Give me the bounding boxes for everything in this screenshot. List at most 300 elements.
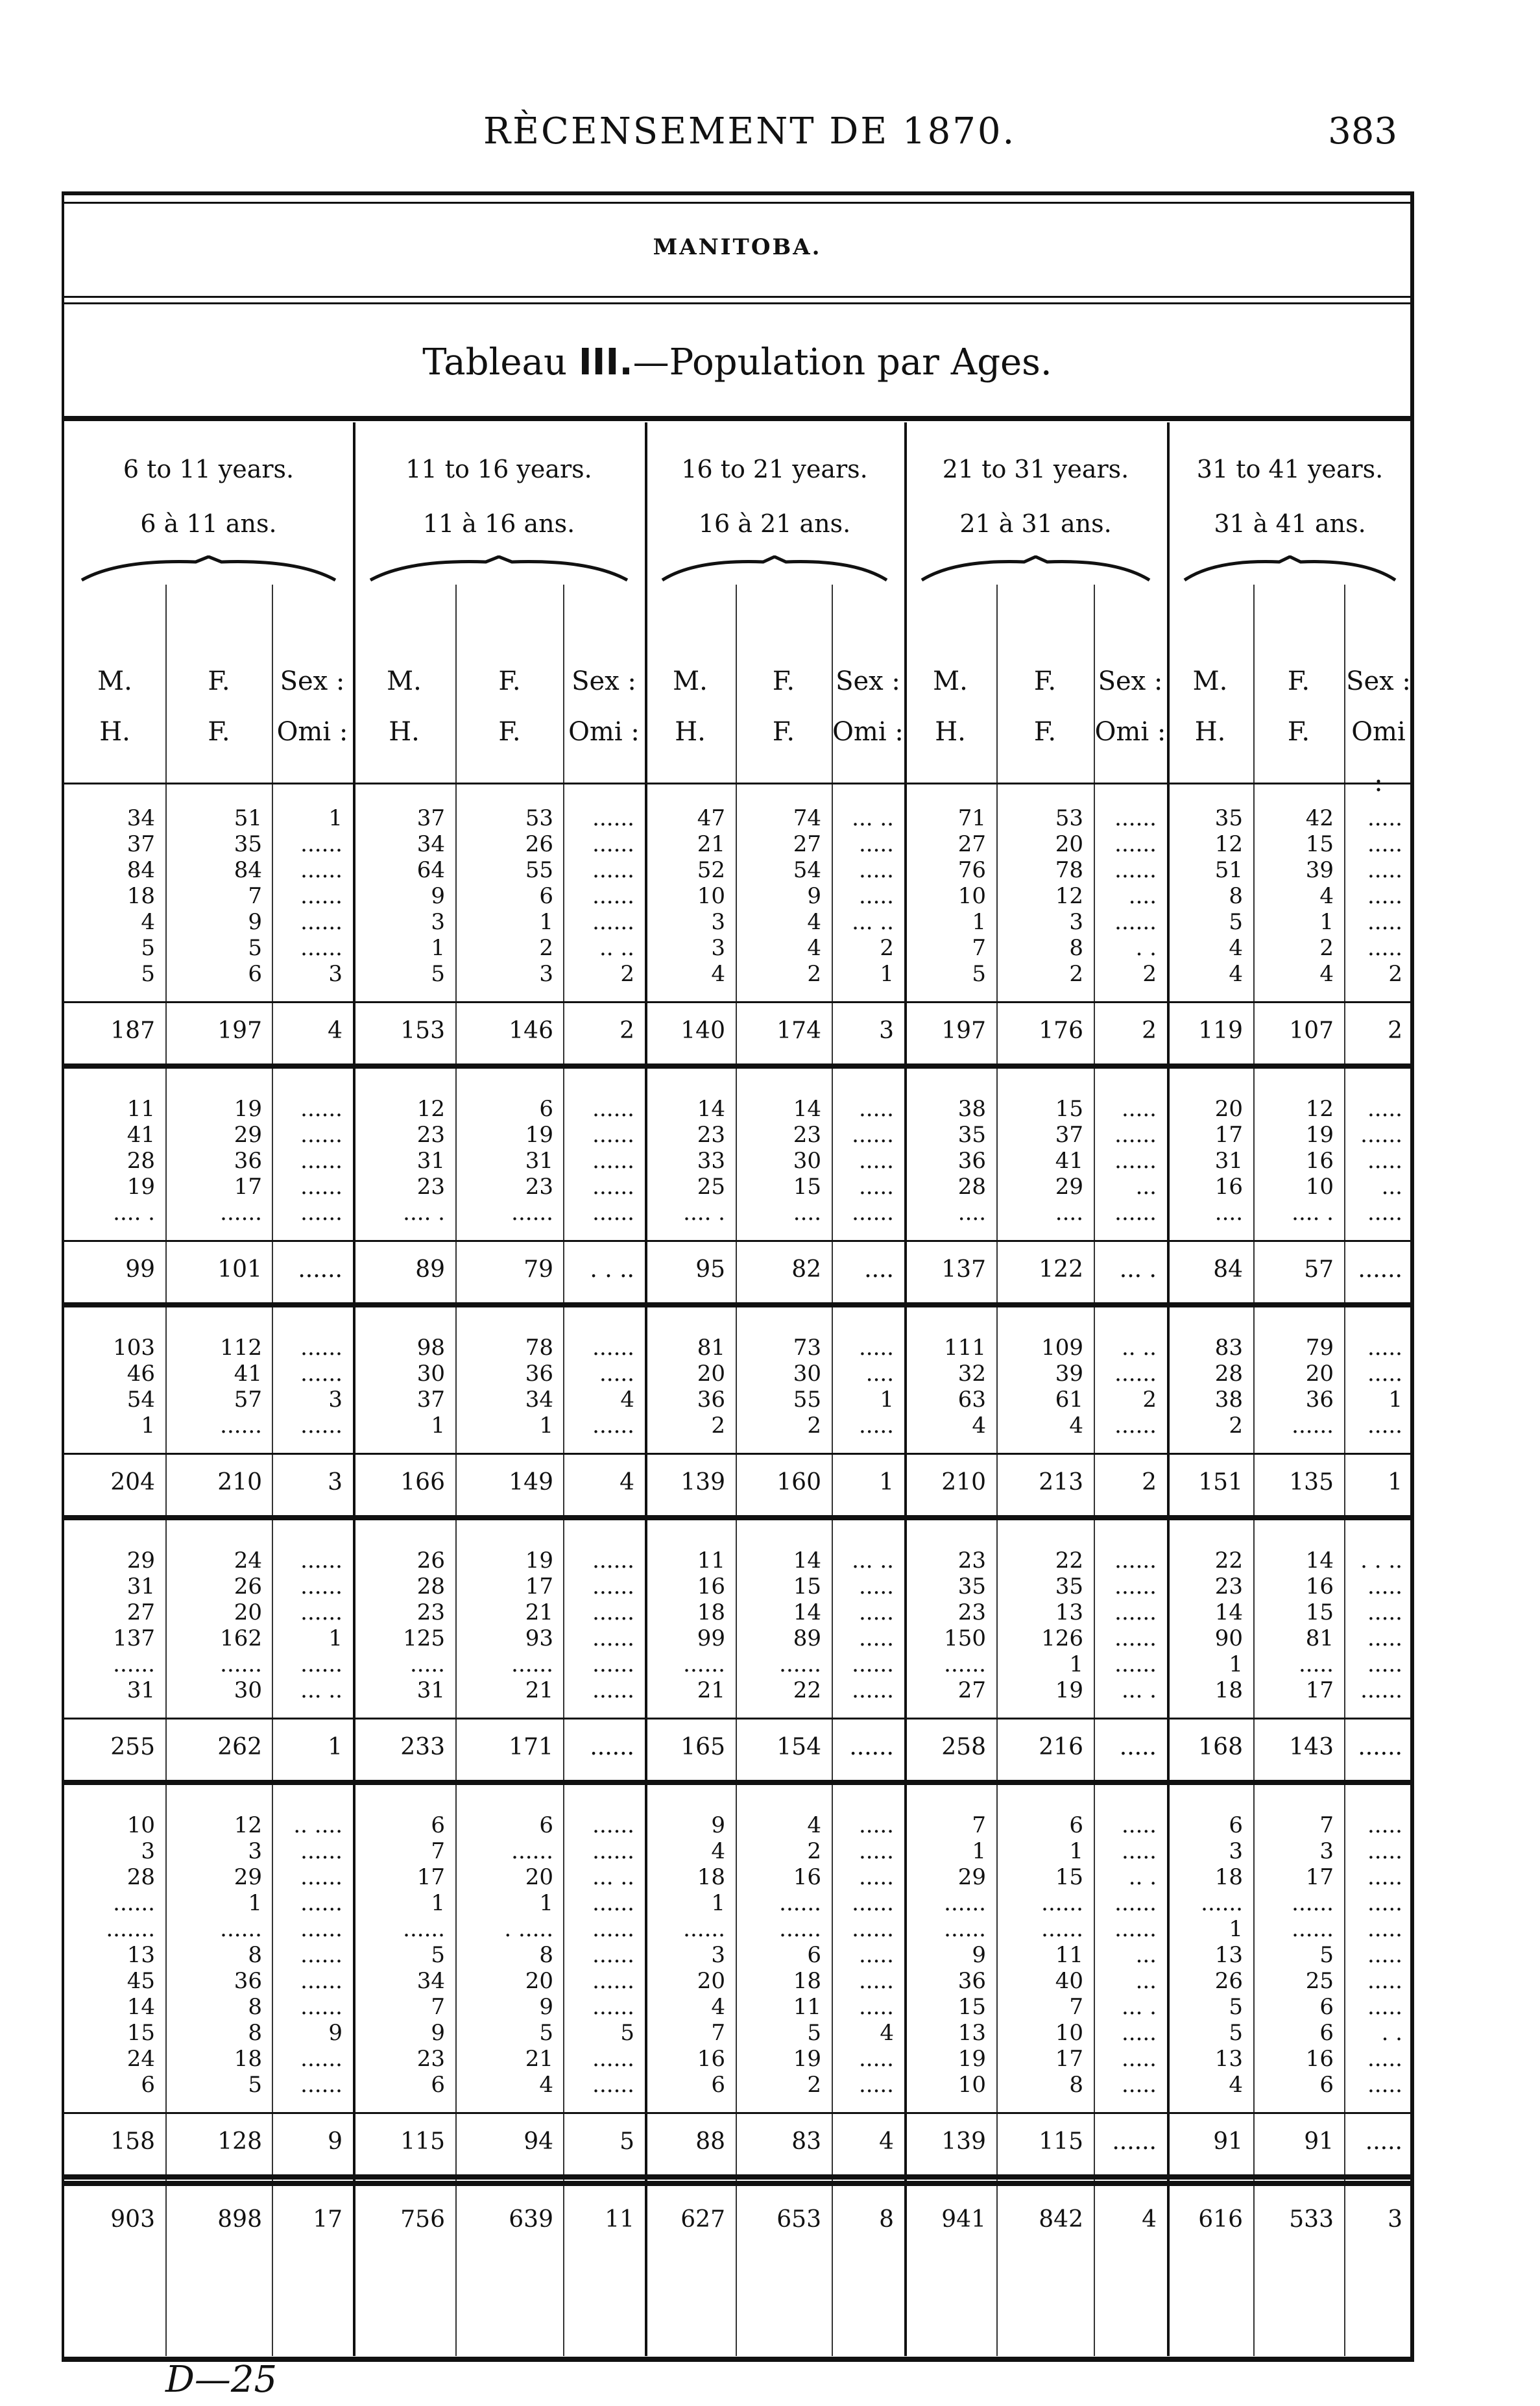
table-cell: ...... — [592, 1148, 634, 1174]
table-cell: ...... — [1360, 1122, 1402, 1148]
table-cell: 4 — [711, 1994, 725, 2020]
table-cell: 8 — [1069, 935, 1083, 961]
table-cell: .... — [957, 1200, 986, 1226]
table-cell: 6 — [711, 2072, 725, 2098]
table-cell: 653 — [776, 2206, 821, 2233]
table-cell: ...... — [592, 1335, 634, 1361]
table-cell: 5 — [141, 961, 155, 987]
rule — [64, 1063, 1410, 1069]
table-cell: ...... — [220, 1413, 262, 1439]
table-cell: 35 — [957, 1122, 986, 1148]
table-cell: 16 — [697, 1574, 725, 1599]
table-cell: 35 — [1055, 1574, 1083, 1599]
table-cell: 23 — [416, 2046, 445, 2072]
table-cell: 4 — [880, 2020, 894, 2046]
table-cell: 197 — [941, 1017, 986, 1044]
table-cell: 1 — [431, 1413, 445, 1439]
table-cell: .. .... — [293, 1812, 343, 1838]
table-cell: 2 — [1319, 935, 1334, 961]
table-cell: 13 — [126, 1942, 155, 1968]
table-cell: 137 — [113, 1625, 155, 1651]
table-cell: ...... — [852, 1890, 894, 1916]
rule — [64, 296, 1410, 298]
table-cell: 13 — [1055, 1599, 1083, 1625]
running-title: RÈCENSEMENT DE 1870. — [483, 110, 1017, 152]
table-cell: 41 — [126, 1122, 155, 1148]
table-cell: 17 — [416, 1864, 445, 1890]
table-cell: 17 — [1214, 1122, 1243, 1148]
table-cell: 3 — [711, 935, 725, 961]
column-header-top: M. — [1192, 666, 1228, 696]
table-cell: 1 — [328, 805, 343, 831]
table-cell: ...... — [1041, 1916, 1083, 1942]
table-cell: 7 — [248, 883, 262, 909]
table-cell: 6 — [539, 1812, 553, 1838]
table-cell: 168 — [1198, 1734, 1243, 1760]
table-cell: 88 — [695, 2128, 725, 2155]
table-cell: 45 — [126, 1968, 155, 1994]
table-title-number: III. — [578, 341, 633, 383]
table-cell: ...... — [683, 1651, 725, 1677]
table-cell: ..... — [1367, 2072, 1402, 2098]
table-row — [64, 1361, 1410, 1387]
table-cell: ..... — [1121, 1096, 1157, 1122]
table-cell: 21 — [525, 2046, 553, 2072]
table-cell: 90 — [1214, 1625, 1243, 1651]
table-row — [64, 2020, 1410, 2046]
table-cell: ...... — [592, 857, 634, 883]
table-cell: 139 — [680, 1469, 725, 1496]
table-cell: 1 — [431, 1890, 445, 1916]
table-cell: 19 — [957, 2046, 986, 2072]
table-cell: 84 — [126, 857, 155, 883]
age-group-en: 16 to 21 years. — [681, 455, 868, 483]
table-cell: ... .. — [300, 1677, 343, 1703]
table-cell: 36 — [1305, 1387, 1334, 1413]
table-cell: 3 — [711, 1942, 725, 1968]
table-cell: 233 — [400, 1734, 445, 1760]
table-cell: 9 — [539, 1994, 553, 2020]
table-cell: 15 — [793, 1174, 821, 1200]
table-cell: ..... — [1367, 909, 1402, 935]
table-cell: ... .. — [852, 805, 894, 831]
table-cell: 18 — [234, 2046, 262, 2072]
table-cell: 23 — [416, 1174, 445, 1200]
column-header-bottom: H. — [1194, 717, 1226, 747]
table-row — [64, 1387, 1410, 1413]
table-cell: 23 — [793, 1122, 821, 1148]
table-title-rest: —Population par Ages. — [632, 341, 1052, 383]
table-cell: ..... — [858, 1148, 894, 1174]
table-cell: ...... — [300, 1361, 343, 1387]
table-cell: ...... — [592, 2072, 634, 2098]
subtotal-row — [64, 2129, 1410, 2155]
table-cell: 84 — [234, 857, 262, 883]
table-cell: . . .. — [1360, 1548, 1402, 1574]
table-cell: 22 — [793, 1677, 821, 1703]
table-cell: 255 — [110, 1734, 155, 1760]
table-cell: ..... — [1121, 2072, 1157, 2098]
rule — [64, 2181, 1410, 2186]
table-row — [64, 1890, 1410, 1916]
table-cell: ...... — [944, 1890, 986, 1916]
rule — [64, 1515, 1410, 1520]
table-cell: 12 — [234, 1812, 262, 1838]
table-cell: 79 — [523, 1256, 553, 1283]
table-cell: 165 — [680, 1734, 725, 1760]
table-cell: 10 — [1055, 2020, 1083, 2046]
table-cell: 21 — [525, 1599, 553, 1625]
table-cell: ...... — [300, 2046, 343, 2072]
table-cell: 41 — [1055, 1148, 1083, 1174]
table-cell: ..... — [1367, 1625, 1402, 1651]
table-cell: .. .. — [1121, 1335, 1157, 1361]
table-cell: 149 — [509, 1469, 553, 1496]
table-cell: 81 — [697, 1335, 725, 1361]
table-cell: 28 — [957, 1174, 986, 1200]
table-cell: 3 — [1388, 2206, 1402, 2233]
brace-icon — [661, 555, 888, 581]
column-header — [353, 656, 455, 757]
table-cell: ...... — [683, 1916, 725, 1942]
table-cell: 26 — [1214, 1968, 1243, 1994]
column-header-top: F. — [772, 666, 795, 696]
table-row — [64, 1916, 1410, 1942]
table-frame — [62, 191, 1414, 2362]
table-cell: 47 — [697, 805, 725, 831]
table-cell: .. .. — [599, 935, 634, 961]
table-cell: .... . — [403, 1200, 445, 1226]
table-cell: 10 — [957, 2072, 986, 2098]
table-cell: 1 — [880, 961, 894, 987]
column-header — [563, 656, 645, 757]
table-cell: 4 — [1319, 883, 1334, 909]
table-cell: 7 — [431, 1994, 445, 2020]
table-cell: ...... — [1114, 909, 1157, 935]
table-cell: 19 — [525, 1122, 553, 1148]
table-cell: 5 — [620, 2020, 634, 2046]
table-cell: 20 — [234, 1599, 262, 1625]
rule — [64, 302, 1410, 304]
table-cell: 46 — [126, 1361, 155, 1387]
table-row — [64, 909, 1410, 935]
table-cell: 1 — [539, 1413, 553, 1439]
age-group-heading — [64, 442, 353, 551]
table-cell: 9 — [328, 2128, 343, 2155]
column-header — [645, 656, 736, 757]
table-cell: 1 — [1229, 1916, 1243, 1942]
table-cell: 1 — [141, 1413, 155, 1439]
table-cell: ..... — [1367, 1574, 1402, 1599]
column-header-bottom: H. — [99, 717, 130, 747]
table-cell: 36 — [234, 1148, 262, 1174]
column-header-bottom: Omi : — [1094, 717, 1166, 747]
table-cell: 15 — [1055, 1864, 1083, 1890]
table-cell: ...... — [592, 1174, 634, 1200]
table-cell: 23 — [1214, 1574, 1243, 1599]
table-cell: 6 — [1319, 1994, 1334, 2020]
table-cell: 1 — [879, 1469, 894, 1496]
age-group-heading — [353, 442, 645, 551]
table-cell: 2 — [1388, 1017, 1402, 1044]
table-cell: 176 — [1039, 1017, 1083, 1044]
table-cell: ...... — [1114, 1651, 1157, 1677]
table-cell: 898 — [217, 2206, 262, 2233]
table-cell: ...... — [1358, 1734, 1402, 1760]
table-cell: ..... — [1367, 1942, 1402, 1968]
table-cell: ...... — [300, 1148, 343, 1174]
table-cell: 37 — [1055, 1122, 1083, 1148]
table-cell: ...... — [300, 857, 343, 883]
table-cell: 5 — [248, 2072, 262, 2098]
table-cell: 38 — [957, 1096, 986, 1122]
table-cell: 1 — [880, 1387, 894, 1413]
column-header — [904, 656, 996, 757]
table-cell: 9 — [807, 883, 821, 909]
table-cell: ...... — [300, 1838, 343, 1864]
table-cell: 8 — [1229, 883, 1243, 909]
table-cell: 93 — [525, 1625, 553, 1651]
table-row — [64, 1174, 1410, 1200]
table-cell: ...... — [1114, 857, 1157, 883]
table-cell: 33 — [697, 1148, 725, 1174]
table-cell: ...... — [1114, 1148, 1157, 1174]
table-cell: 9 — [972, 1942, 986, 1968]
table-cell: 91 — [1304, 2128, 1334, 2155]
table-cell: ...... — [300, 1916, 343, 1942]
table-cell: 19 — [1305, 1122, 1334, 1148]
table-cell: ..... — [858, 1096, 894, 1122]
table-cell: 4 — [711, 1838, 725, 1864]
table-cell: 24 — [234, 1548, 262, 1574]
table-cell: ...... — [300, 1574, 343, 1599]
table-row — [64, 1625, 1410, 1651]
table-cell: 6 — [141, 2072, 155, 2098]
table-cell: ... . — [1119, 1256, 1157, 1283]
subtotal-row — [64, 1018, 1410, 1044]
table-cell: 99 — [697, 1625, 725, 1651]
column-header-bottom: H. — [675, 717, 706, 747]
table-cell: 32 — [957, 1361, 986, 1387]
table-cell: ...... — [592, 883, 634, 909]
table-cell: 1 — [539, 909, 553, 935]
table-cell: 1 — [1229, 1651, 1243, 1677]
table-cell: ...... — [592, 1994, 634, 2020]
table-cell: ... — [1381, 1174, 1402, 1200]
table-cell: ...... — [1292, 1916, 1334, 1942]
table-cell: 6 — [1229, 1812, 1243, 1838]
table-cell: 6 — [807, 1942, 821, 1968]
table-cell: 166 — [400, 1469, 445, 1496]
table-cell: 16 — [1305, 1574, 1334, 1599]
table-cell: 14 — [793, 1096, 821, 1122]
table-cell: ..... — [1121, 1838, 1157, 1864]
column-header — [455, 656, 564, 757]
table-cell: 89 — [793, 1625, 821, 1651]
table-cell: ..... — [1367, 1994, 1402, 2020]
table-cell: 5 — [972, 961, 986, 987]
rule — [64, 783, 1410, 784]
table-cell: .... . — [113, 1200, 155, 1226]
table-cell: 8 — [248, 2020, 262, 2046]
table-cell: 12 — [416, 1096, 445, 1122]
column-header-top: F. — [498, 666, 521, 696]
table-cell: 36 — [957, 1968, 986, 1994]
column-header-bottom: Omi : — [832, 717, 904, 747]
table-row — [64, 1677, 1410, 1703]
table-cell: ..... — [858, 1599, 894, 1625]
table-cell: 2 — [620, 961, 634, 987]
table-cell: 1 — [1319, 909, 1334, 935]
table-cell: 15 — [1305, 1599, 1334, 1625]
table-cell: ..... — [599, 1361, 634, 1387]
table-cell: ...... — [1114, 1413, 1157, 1439]
table-row — [64, 1200, 1410, 1226]
rule — [64, 1453, 1410, 1455]
table-cell: 13 — [1214, 1942, 1243, 1968]
table-cell: 109 — [1041, 1335, 1083, 1361]
age-group-fr: 6 à 11 ans. — [140, 509, 277, 538]
table-cell: 10 — [1305, 1174, 1334, 1200]
table-cell: ...... — [852, 1122, 894, 1148]
table-cell: ...... — [592, 909, 634, 935]
table-cell: ..... — [858, 831, 894, 857]
table-cell: 941 — [941, 2206, 986, 2233]
table-cell: ...... — [1114, 831, 1157, 857]
table-cell: 3 — [711, 909, 725, 935]
table-cell: 8 — [1069, 2072, 1083, 2098]
table-cell: 842 — [1039, 2206, 1083, 2233]
table-cell: 23 — [697, 1122, 725, 1148]
table-cell: ...... — [1360, 1677, 1402, 1703]
table-cell: 125 — [403, 1625, 445, 1651]
table-cell: 2 — [539, 935, 553, 961]
table-cell: 187 — [110, 1017, 155, 1044]
table-cell: ...... — [592, 1942, 634, 1968]
table-cell: ...... — [852, 1916, 894, 1942]
table-cell: 1 — [539, 1890, 553, 1916]
table-cell: 39 — [1305, 857, 1334, 883]
table-cell: ..... — [1367, 1096, 1402, 1122]
table-cell: ...... — [511, 1651, 553, 1677]
table-cell: ...... — [300, 909, 343, 935]
column-header-top: F. — [1033, 666, 1057, 696]
table-cell: ...... — [300, 935, 343, 961]
table-cell: 7 — [711, 2020, 725, 2046]
table-cell: 1 — [1069, 1838, 1083, 1864]
table-cell: ..... — [858, 883, 894, 909]
table-cell: 5 — [807, 2020, 821, 2046]
table-row — [64, 1864, 1410, 1890]
table-cell: 83 — [1214, 1335, 1243, 1361]
rule — [64, 416, 1410, 421]
age-group-en: 21 to 31 years. — [942, 455, 1129, 483]
table-cell: 26 — [525, 831, 553, 857]
table-cell: ...... — [1114, 805, 1157, 831]
table-cell: .... — [1214, 1200, 1243, 1226]
table-cell: 18 — [697, 1864, 725, 1890]
table-cell: ..... — [1367, 1968, 1402, 1994]
table-cell: 57 — [1304, 1256, 1334, 1283]
table-cell: ..... — [858, 1625, 894, 1651]
table-cell: 23 — [525, 1174, 553, 1200]
table-cell: 31 — [126, 1574, 155, 1599]
table-cell: 2 — [807, 1838, 821, 1864]
table-cell: 5 — [1229, 2020, 1243, 2046]
table-cell: 30 — [793, 1148, 821, 1174]
table-cell: ...... — [220, 1200, 262, 1226]
table-cell: 3 — [328, 961, 343, 987]
table-cell: ...... — [403, 1916, 445, 1942]
table-cell: ...... — [592, 1890, 634, 1916]
table-cell: 4 — [972, 1413, 986, 1439]
table-cell: 5 — [431, 961, 445, 987]
table-cell: 210 — [217, 1469, 262, 1496]
table-cell: 1 — [1388, 1469, 1402, 1496]
table-cell: 36 — [957, 1148, 986, 1174]
table-cell: 55 — [793, 1387, 821, 1413]
table-cell: . ..... — [504, 1916, 553, 1942]
table-cell: 3 — [431, 909, 445, 935]
table-cell: ...... — [300, 1968, 343, 1994]
table-title-prefix: Tableau — [422, 341, 568, 383]
table-cell: ...... — [592, 2046, 634, 2072]
table-cell: 8 — [248, 1994, 262, 2020]
table-cell: .... . — [683, 1200, 725, 1226]
table-cell: ...... — [300, 831, 343, 857]
table-cell: 3 — [328, 1469, 343, 1496]
table-cell: 4 — [1142, 2206, 1157, 2233]
table-cell: 89 — [415, 1256, 445, 1283]
table-cell: 197 — [217, 1017, 262, 1044]
table-cell: ..... — [1367, 857, 1402, 883]
age-group-heading — [645, 442, 904, 551]
table-cell: ..... — [1367, 1148, 1402, 1174]
column-header-top: Sex : — [571, 666, 636, 696]
brace-icon — [1183, 555, 1397, 581]
table-cell: 2 — [1069, 961, 1083, 987]
rule — [64, 2112, 1410, 2114]
table-cell: 22 — [1055, 1548, 1083, 1574]
table-cell: 4 — [141, 909, 155, 935]
table-cell: ... . — [1121, 1994, 1157, 2020]
table-cell: 2 — [807, 961, 821, 987]
table-cell: ...... — [852, 1677, 894, 1703]
table-cell: .... — [865, 1361, 894, 1387]
province-title: MANITOBA. — [653, 234, 822, 260]
table-cell: ...... — [592, 805, 634, 831]
table-cell: 154 — [776, 1734, 821, 1760]
rule — [64, 1001, 1410, 1003]
table-cell: 54 — [793, 857, 821, 883]
column-header-bottom: H. — [935, 717, 966, 747]
table-cell: 14 — [697, 1096, 725, 1122]
table-cell: 17 — [1305, 1864, 1334, 1890]
table-cell: ...... — [1114, 1625, 1157, 1651]
table-cell: 204 — [110, 1469, 155, 1496]
table-cell: 37 — [416, 1387, 445, 1413]
table-cell: 26 — [416, 1548, 445, 1574]
table-cell: 14 — [1305, 1548, 1334, 1574]
rule — [64, 1718, 1410, 1719]
table-cell: 174 — [776, 1017, 821, 1044]
table-cell: 9 — [711, 1812, 725, 1838]
table-cell: ...... — [592, 1413, 634, 1439]
table-cell: 71 — [957, 805, 986, 831]
table-cell: 119 — [1198, 1017, 1243, 1044]
table-cell: 30 — [234, 1677, 262, 1703]
table-cell: 31 — [525, 1148, 553, 1174]
